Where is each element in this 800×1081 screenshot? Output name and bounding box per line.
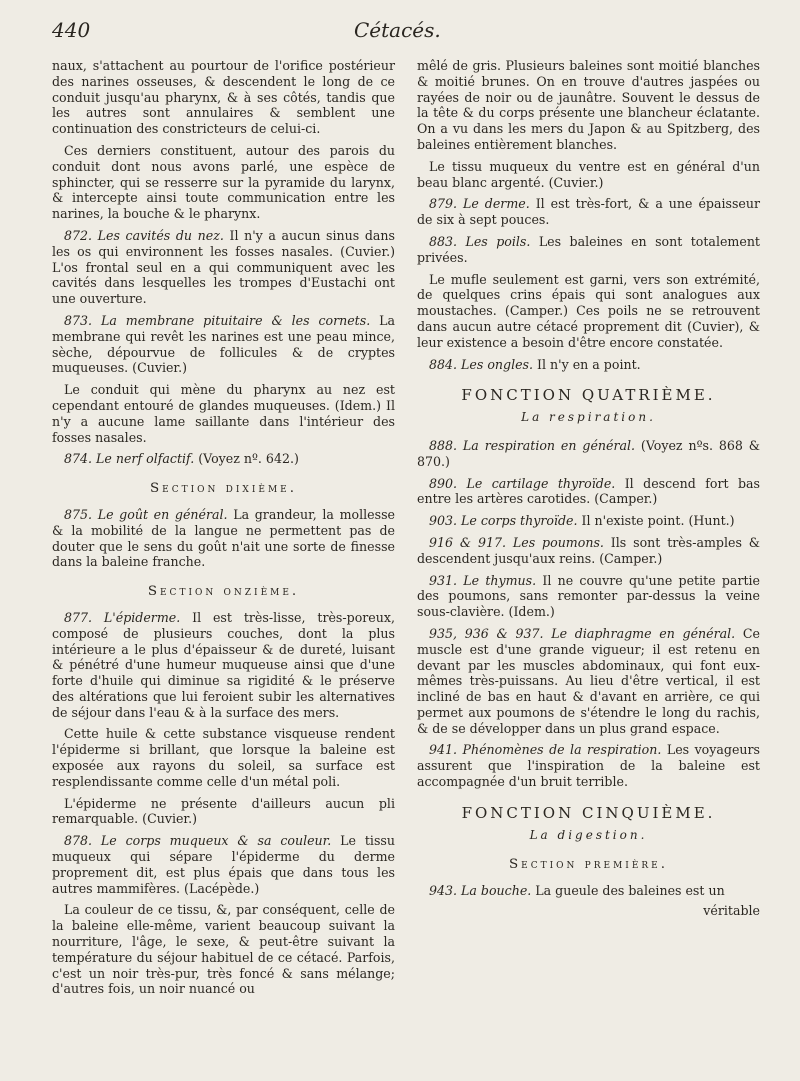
running-title: Cétacés. xyxy=(354,18,441,42)
entry-text: Il n'existe point. (Hunt.) xyxy=(577,513,735,529)
entry-text: Il est très-fort, & a une épaisseur de six à sept pouces. xyxy=(417,196,761,228)
entry-heading: 878. Le corps muqueux & sa couleur. xyxy=(64,833,332,849)
entry-text: Ils sont très-amples & descendent jusqu'aux reins. (Camper.) xyxy=(417,534,760,566)
paragraph xyxy=(52,507,395,570)
paragraph xyxy=(417,234,760,266)
paragraph: Ces derniers constituent, autour des parois du conduit dont nous avons parlé, une espèce de sphincter, qui se resserre sur la pyramide du larynx, & intercepte ainsi toute communication entre les narines, la bouche & le pharynx. xyxy=(52,142,395,222)
paragraph: Le tissu muqueux du ventre est en général d'un beau blanc argenté. (Cuvier.) xyxy=(417,158,760,190)
entry-text: Les baleines en sont totalement privées. xyxy=(417,233,760,265)
paragraph: Le mufle seulement est garni, vers son extrémité, de quelques crins épais qui sont analogues aux moustaches. (Camper.) Ces poils ne se retrouvent dans aucun autre cétacé proprement dit (Cuvier), & leur existence a besoin d'être encore constatée. xyxy=(417,271,760,350)
function-subheading: La respiration. xyxy=(521,410,656,425)
entry-text: Il n'y a aucun sinus dans les os qui environnent les fosses nasales. (Cuvier.) L'os frontal seul en a qui communiquent avec les cavités dans lesquelles les trompes d'Eustachi ont une ouverture. xyxy=(52,227,395,307)
paragraph xyxy=(417,626,760,737)
entry-heading: 877. L'épiderme. xyxy=(64,609,181,625)
paragraph xyxy=(417,535,760,567)
paragraph xyxy=(417,196,760,228)
section-heading: Section première. xyxy=(508,857,669,873)
paragraph xyxy=(417,476,760,508)
entry-text: Il n'y en a point. xyxy=(533,356,641,372)
entry-heading: 872. Les cavités du nez. xyxy=(64,227,224,243)
entry-heading: 875. Le goût en général. xyxy=(64,506,228,522)
paragraph: mêlé de gris. Plusieurs baleines sont moitié blanches & moitié brunes. On en trouve d'autres jaspées ou rayées de noir ou de jaunâtre. Souvent le dessus de la tête & du corps présente une blancheur éclatante. On a vu dans les mers du Japon & au Spitzberg, des baleines entièrement blanches. xyxy=(417,58,760,152)
entry-heading: 888. La respiration en général. xyxy=(429,437,636,453)
paragraph xyxy=(52,313,395,376)
entry-text: (Voyez nºs. 868 & 870.) xyxy=(417,437,760,469)
catchword: véritable xyxy=(703,903,760,919)
page-header xyxy=(52,18,762,58)
paragraph: naux, s'attachent au pourtour de l'orifice postérieur des narines osseuses, & descendent le long de ce conduit jusqu'au pharynx, & à ses côtés, tandis que les autres sont annulaires & semblent une continuation des constricteurs de celui-ci. xyxy=(52,58,395,137)
entry-text: Ce muscle est d'une grande vigueur; il est retenu en devant par les muscles abdominaux, qui font eux-mêmes très-puissans. Au lieu d'être vertical, il est incliné de bas en haut & d'avant en arrière, ce qui permet aux poumons de s'étendre le long du rachis, & de se développer dans un plus grand espace. xyxy=(417,625,761,736)
paragraph xyxy=(417,742,760,789)
entry-heading: 943. La bouche. xyxy=(429,883,532,899)
section-heading: Section dixième. xyxy=(149,481,298,497)
entry-heading: 873. La membrane pituitaire & les cornets. xyxy=(64,312,371,328)
entry-heading: 874. Le nerf olfactif. xyxy=(64,451,195,467)
function-heading: FONCTION QUATRIÈME. xyxy=(461,386,716,405)
paragraph: Cette huile & cette substance visqueuse rendent l'épiderme si brillant, que lorsque la baleine est exposée aux rayons du soleil, sa surface est resplendissante comme celle d'un métal poli. xyxy=(52,726,395,789)
paragraph xyxy=(417,438,760,470)
paragraph: Le conduit qui mène du pharynx au nez est cependant entouré de glandes muqueuses. (Idem.) Il n'y a aucune lame saillante dans l'intérieur des fosses nasales. xyxy=(52,382,395,445)
entry-text: Les voyageurs assurent que l'inspiration de la baleine est accompagnée d'un bruit terrible. xyxy=(417,742,760,790)
paragraph xyxy=(52,228,395,307)
text-columns xyxy=(52,58,762,1003)
function-heading: FONCTION CINQUIÈME. xyxy=(461,803,716,822)
entry-text: Il descend fort bas entre les artères carotides. (Camper.) xyxy=(417,475,760,507)
entry-text: La grandeur, la mollesse & la mobilité de la langue ne permettent pas de douter que le sens du goût n'ait une sorte de finesse dans la baleine franche. xyxy=(52,506,395,570)
paragraph xyxy=(417,513,760,529)
paragraph: L'épiderme ne présente d'ailleurs aucun pli remarquable. (Cuvier.) xyxy=(52,795,395,827)
entry-heading: 931. Le thymus. xyxy=(429,572,537,588)
entry-text: Le tissu muqueux qui sépare l'épiderme du derme proprement dit, est plus épais que dans tous les autres mammifères. (Lacépède.) xyxy=(52,833,395,896)
entry-heading: 890. Le cartilage thyroïde. xyxy=(429,475,616,491)
entry-text: Il est très-lisse, très-poreux, composé de plusieurs couches, dont la plus intérieure a le plus d'épaisseur & de dureté, luisant & pénétré d'une humeur muqueuse ainsi que d'une forte d'huile qui diminue sa rigidité & le préserve des altérations que lui feroient subir les alternatives de séjour dans l'eau & à la surface des mers. xyxy=(52,609,395,720)
entry-text: Il ne couvre qu'une petite partie des poumons, sans remonter par-dessus la veine sous-clavière. (Idem.) xyxy=(417,572,761,620)
entry-heading: 883. Les poils. xyxy=(429,233,531,249)
paragraph xyxy=(52,833,395,896)
entry-text: La gueule des baleines est un xyxy=(531,883,725,899)
paragraph: La couleur de ce tissu, &, par conséquent, celle de la baleine elle-même, varient beaucoup suivant la nourriture, l'âge, le sexe, & peut-être suivant la température du séjour habituel de ce cétacé. Parfois, c'est un noir très-pur, très foncé & sans mélange; d'autres fois, un noir nuancé ou xyxy=(52,902,395,997)
paragraph xyxy=(417,357,760,373)
entry-heading: 941. Phénomènes de la respiration. xyxy=(429,742,662,758)
entry-heading: 903. Le corps thyroïde. xyxy=(429,513,578,529)
paragraph xyxy=(52,451,395,467)
entry-text: (Voyez nº. 642.) xyxy=(194,451,299,467)
entry-text: La membrane qui revêt les narines est une peau mince, sèche, dépourvue de follicules & de cryptes muqueuses. (Cuvier.) xyxy=(52,312,395,376)
entry-heading: 879. Le derme. xyxy=(429,196,530,212)
page-number: 440 xyxy=(52,18,91,42)
paragraph xyxy=(52,610,395,721)
section-heading: Section onzième. xyxy=(147,584,300,600)
paragraph xyxy=(417,573,760,620)
function-subheading: La digestion. xyxy=(529,827,648,842)
entry-heading: 884. Les ongles. xyxy=(429,356,534,372)
entry-heading: 935, 936 & 937. Le diaphragme en général. xyxy=(429,625,736,641)
left-column xyxy=(52,58,395,1003)
paragraph xyxy=(417,883,760,899)
entry-heading: 916 & 917. Les poumons. xyxy=(429,534,604,550)
right-column xyxy=(417,58,760,1003)
